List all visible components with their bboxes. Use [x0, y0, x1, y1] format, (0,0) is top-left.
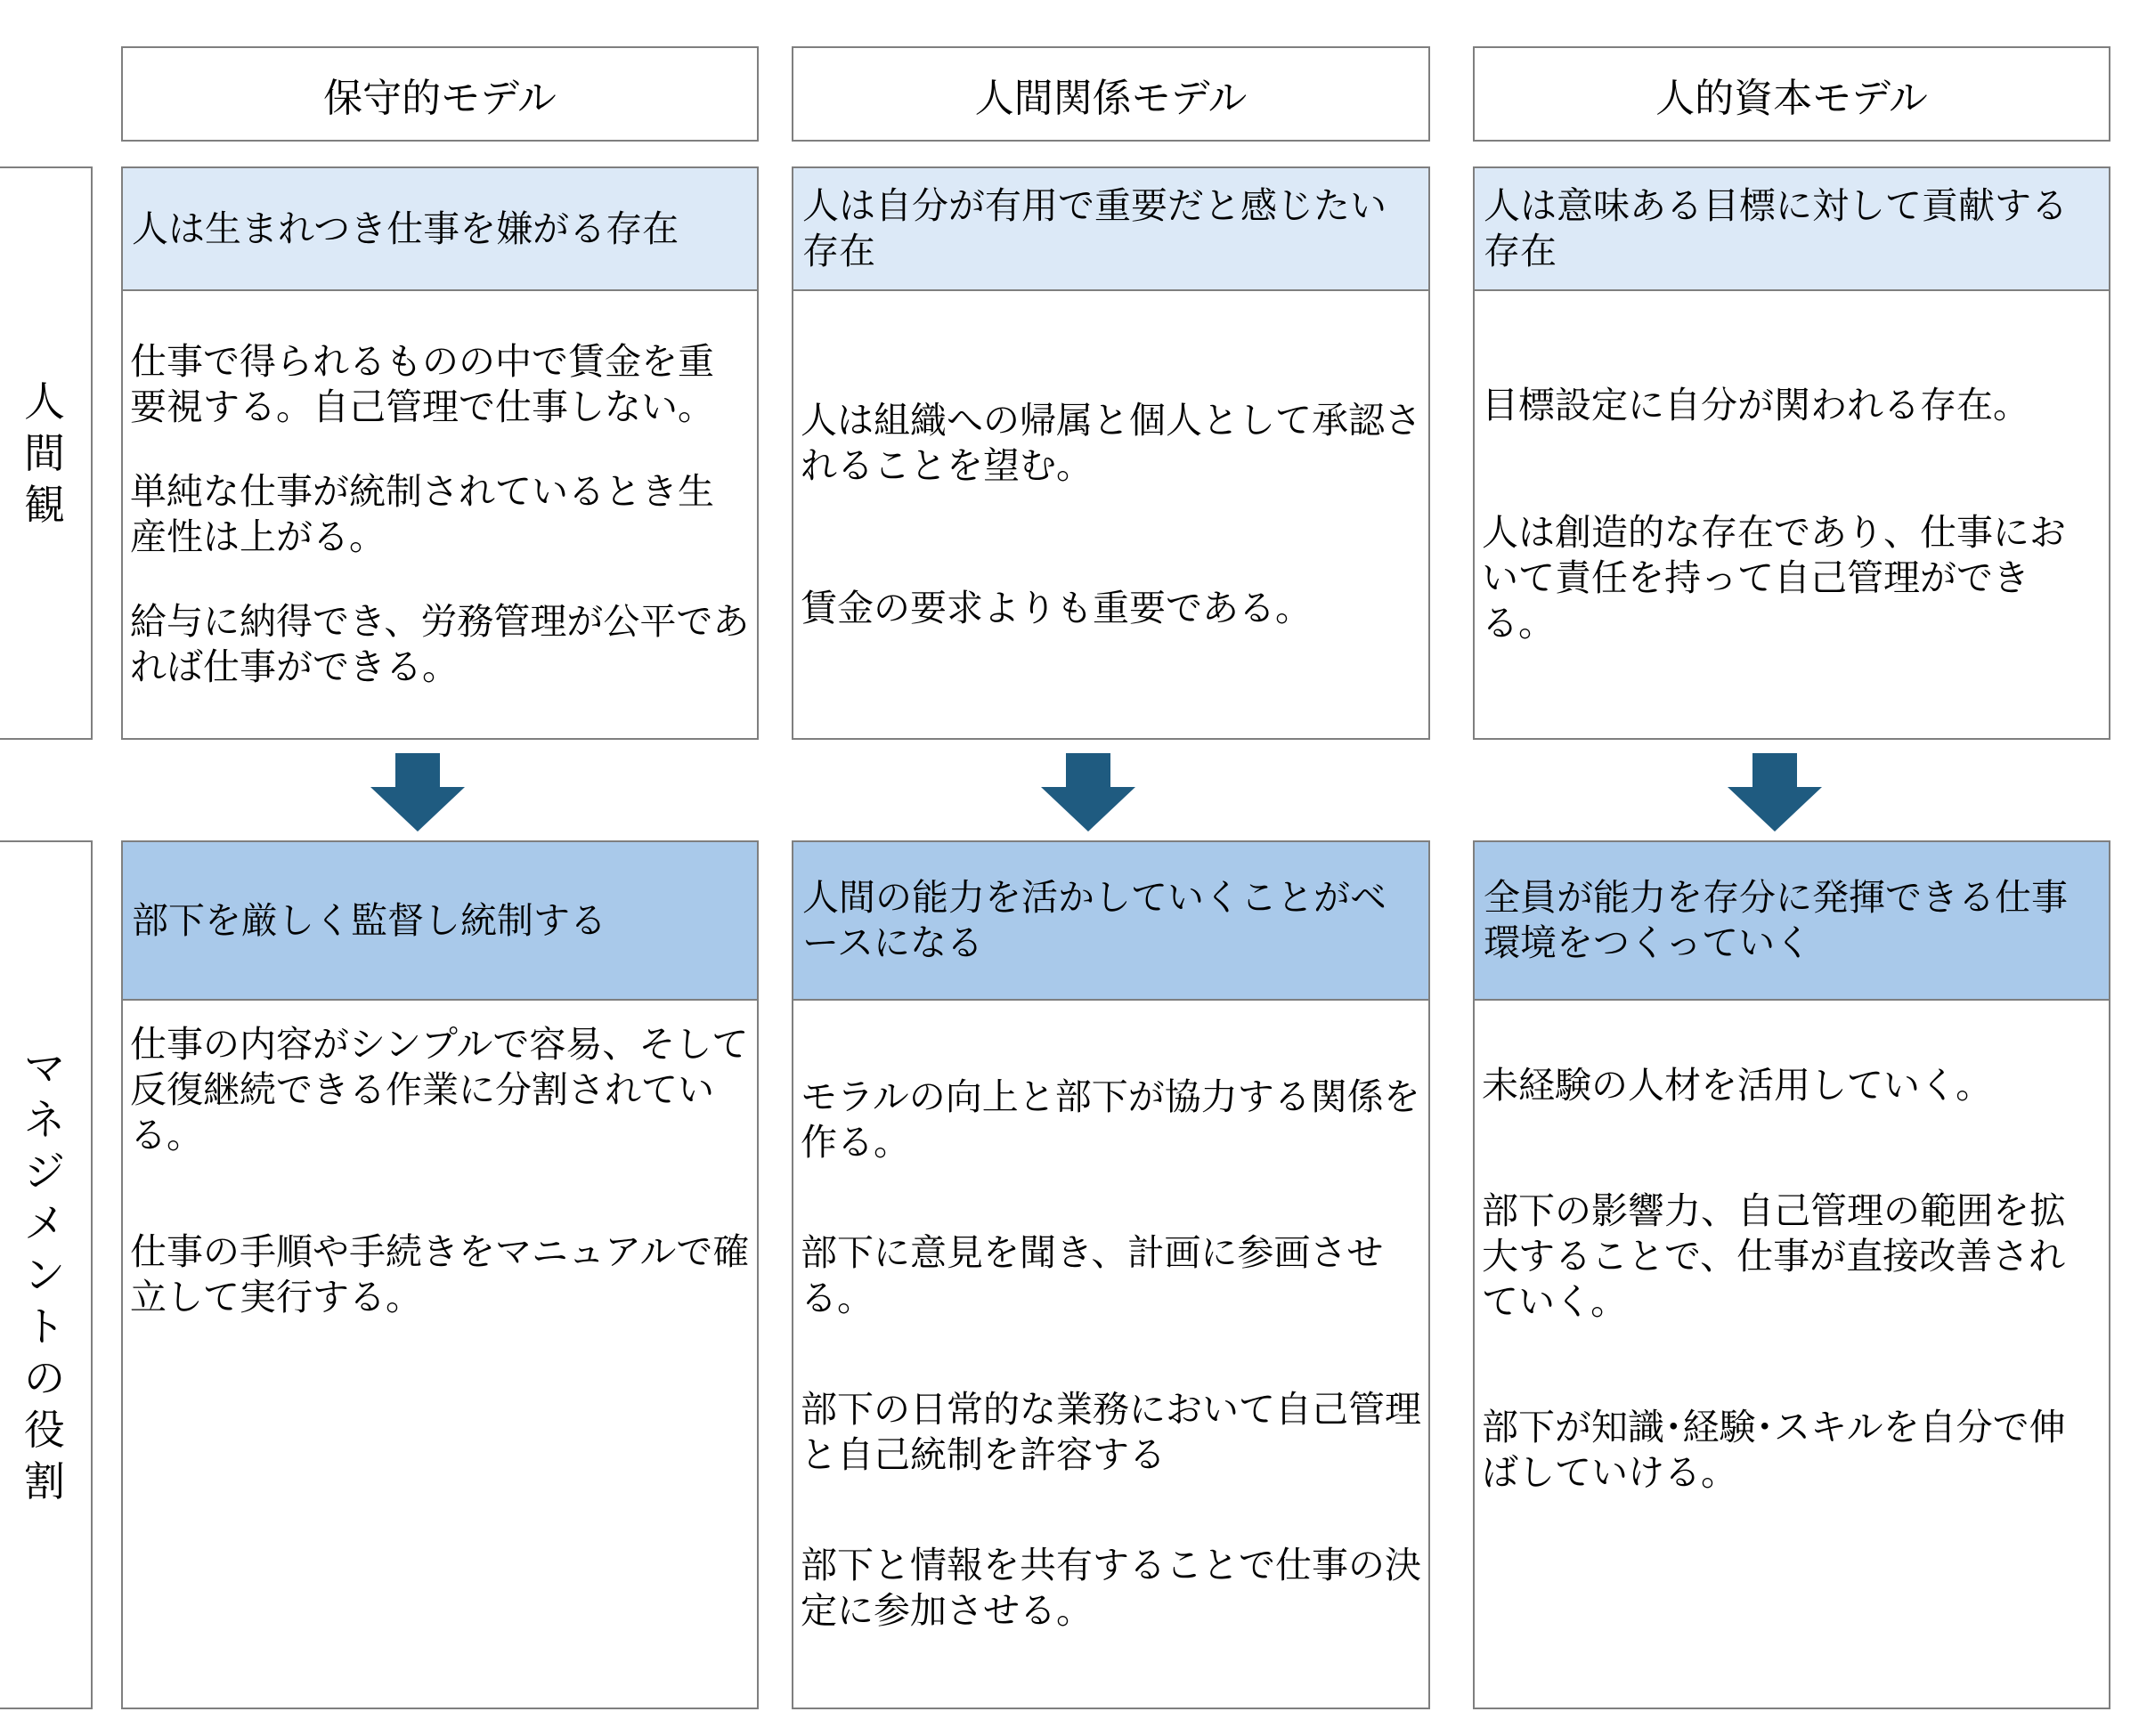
panel-item: モラルの向上と部下が協力する関係を作る。 [801, 1075, 1420, 1164]
down-arrow-shape [1041, 753, 1135, 831]
down-arrow-shape [370, 753, 465, 831]
panel-body [123, 1001, 757, 1708]
down-arrow-icon [1726, 753, 1824, 833]
panel-body [1475, 291, 2109, 738]
panel-item: 部下と情報を共有することで仕事の決定に参加させる。 [801, 1543, 1421, 1632]
panel-item: 仕事の内容がシンプルで容易、そして反復継続できる作業に分割されている。 [130, 1023, 749, 1156]
column-header-human-capital [1473, 46, 2110, 142]
panel-body [123, 291, 757, 738]
row-label-char: の [24, 1354, 65, 1402]
down-arrow-shape [1728, 753, 1822, 831]
row-label-char: 間 [24, 429, 65, 477]
panel-item: 目標設定に自分が関われる存在。 [1482, 383, 2029, 426]
panel-head [793, 842, 1428, 1001]
down-arrow-icon [369, 753, 467, 833]
panel-head-text: 部下を厳しく監督し統制する [132, 898, 606, 942]
down-arrow-icon [1039, 753, 1137, 833]
panel-head [123, 842, 757, 1001]
panel-item: 人は組織への帰属と個人として承認されることを望む。 [801, 398, 1421, 487]
panel-head-text: 人は自分が有用で重要だと感じたい存在 [802, 184, 1387, 272]
panel-head [1475, 168, 2109, 291]
panel-item: 部下の影響力、自己管理の範囲を拡大することで、仕事が直接改善されていく。 [1482, 1189, 2066, 1323]
panel-item: 給与に納得でき、労務管理が公平であれば仕事ができる。 [130, 600, 750, 688]
panel-item: 仕事で得られるものの中で賃金を重要視する。自己管理で仕事しない。 [130, 340, 714, 428]
panel-head-text: 人は生まれつき仕事を嫌がる存在 [132, 207, 679, 250]
column-header-human-relations [792, 46, 1430, 142]
row-label-char: メ [24, 1199, 65, 1247]
row-label-char: ジ [24, 1148, 65, 1196]
panel-item: 人は創造的な存在であり、仕事において責任を持って自己管理ができる。 [1482, 511, 2066, 645]
panel-item: 部下の日常的な業務において自己管理と自己統制を許容する [801, 1387, 1421, 1476]
panel-management-human-capital [1473, 840, 2110, 1709]
panel-head [123, 168, 757, 291]
panel-head-text: 全員が能力を存分に発揮できる仕事環境をつくっていく [1484, 876, 2068, 964]
panel-item: 部下に意見を聞き、計画に参画させる。 [801, 1231, 1384, 1320]
row-label-char: ト [24, 1302, 65, 1351]
panel-body [1475, 1001, 2109, 1708]
panel-item: 部下が知識･経験･スキルを自分で伸ばしていける。 [1482, 1406, 2066, 1494]
column-header-label: 人的資本モデル [1655, 75, 1928, 121]
panel-body [793, 1001, 1428, 1708]
panel-body [793, 291, 1428, 738]
panel-human-view-human-capital [1473, 166, 2110, 740]
row-label-char: 観 [24, 481, 65, 529]
panel-item: 未経験の人材を活用していく。 [1482, 1064, 1993, 1107]
row-label-management-role [0, 840, 93, 1709]
panel-human-view-human-relations [792, 166, 1430, 740]
panel-head [793, 168, 1428, 291]
panel-human-view-conservative [121, 166, 759, 740]
panel-item: 単純な仕事が統制されているとき生産性は上がる。 [130, 470, 714, 558]
panel-head-text: 人は意味ある目標に対して貢献する存在 [1484, 184, 2068, 272]
row-label-char: 人 [24, 377, 65, 426]
row-label-human-view [0, 166, 93, 740]
column-header-label: 人間関係モデル [974, 75, 1248, 121]
row-label-char: マ [24, 1044, 65, 1092]
panel-head-text: 人間の能力を活かしていくことがベースになる [802, 876, 1387, 964]
column-header-conservative [121, 46, 759, 142]
panel-item: 仕事の手順や手続きをマニュアルで確立して実行する。 [130, 1230, 750, 1318]
panel-management-human-relations [792, 840, 1430, 1709]
row-label-char: ン [24, 1251, 65, 1299]
panel-head [1475, 842, 2109, 1001]
row-label-char: ネ [24, 1096, 65, 1144]
row-label-char: 役 [24, 1406, 65, 1454]
column-header-label: 保守的モデル [323, 75, 557, 121]
row-label-char: 割 [24, 1457, 65, 1505]
panel-item: 賃金の要求よりも重要である。 [801, 587, 1312, 630]
panel-management-conservative [121, 840, 759, 1709]
